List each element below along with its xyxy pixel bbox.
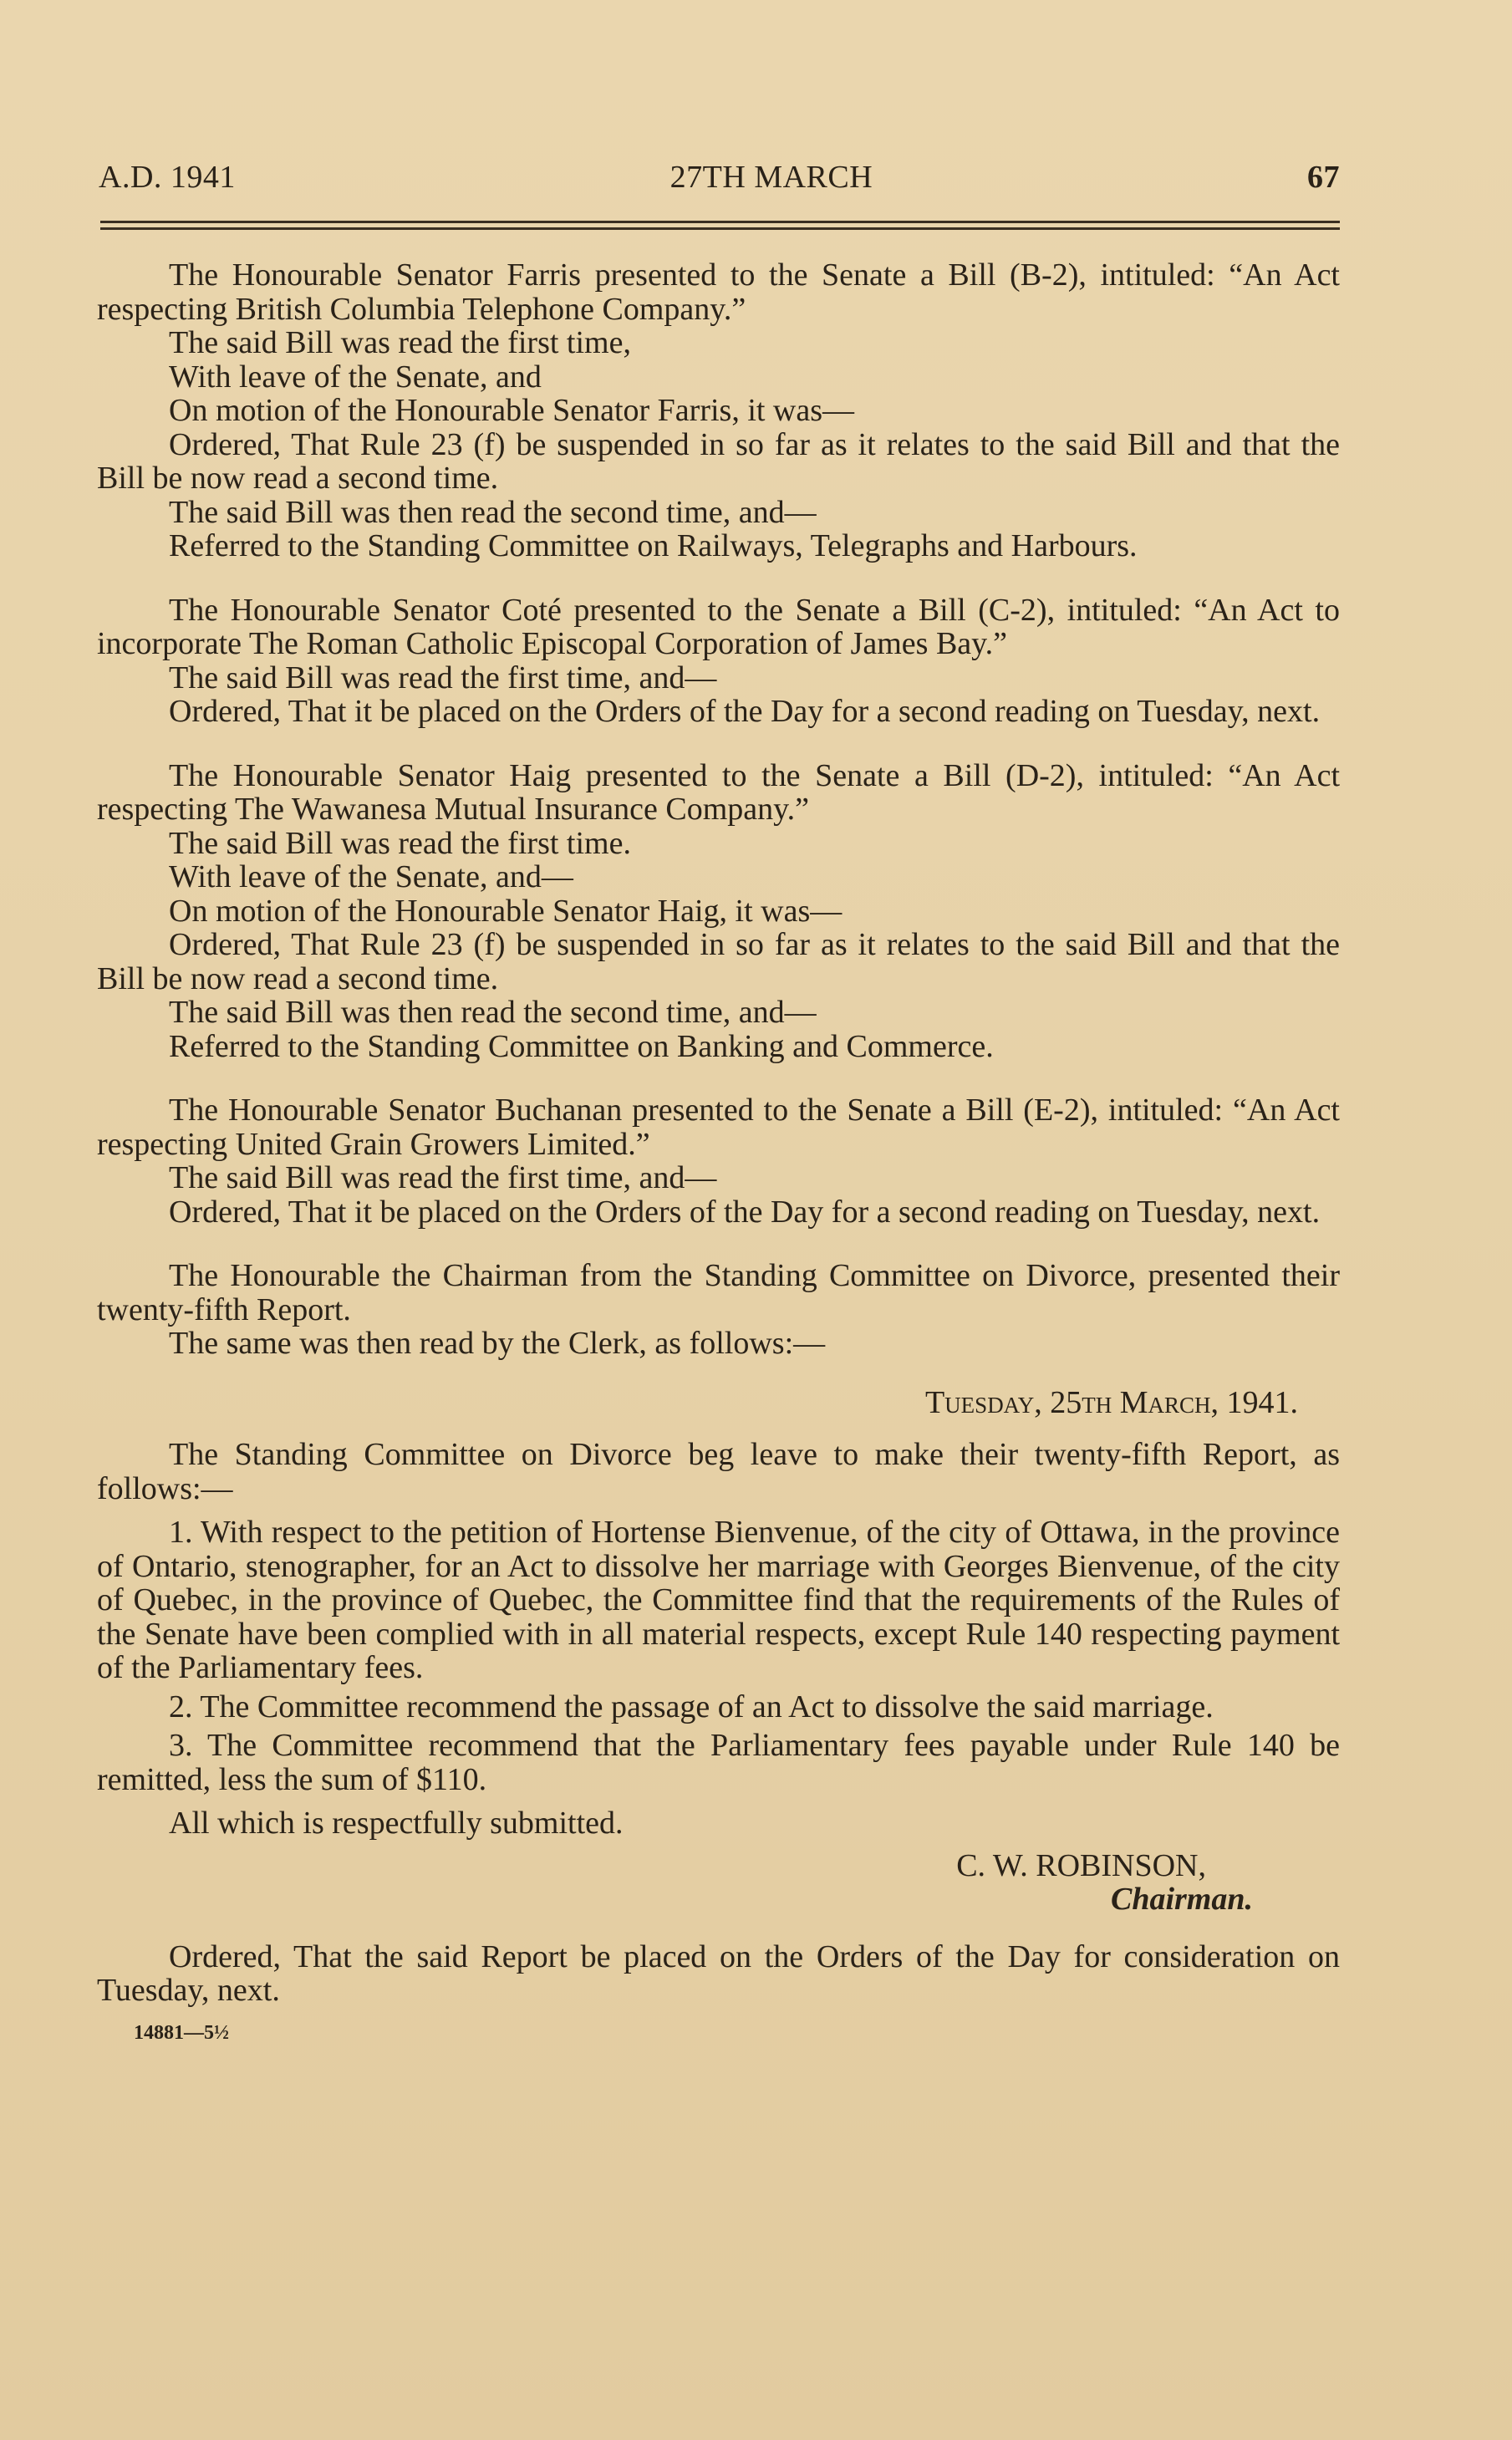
- bill-b2-motion: On motion of the Honourable Senator Farris, it was—: [169, 393, 855, 428]
- report-intro: The Standing Committee on Divorce beg leave to make their twenty-fifth Report, as follows:—: [97, 1437, 1340, 1506]
- bill-b2-referral: Referred to the Standing Committee on Railways, Telegraphs and Harbours.: [169, 528, 1138, 563]
- bill-e2-first-reading: The said Bill was read the first time, and—: [169, 1160, 717, 1195]
- bill-c2-order: Ordered, That it be placed on the Orders of the Day for a second reading on Tuesday, next.: [169, 694, 1321, 729]
- report-date: Tuesday, 25th March, 1941.: [924, 1384, 1298, 1420]
- report-item-3: 3. The Committee recommend that the Parliamentary fees payable under Rule 140 be remitted, less the sum of $110.: [97, 1728, 1340, 1797]
- bill-b2-order: Ordered, That Rule 23 (f) be suspended in so far as it relates to the said Bill and that the Bill be now read a second time.: [97, 426, 1340, 496]
- bill-e2-presentation: The Honourable Senator Buchanan presented to the Senate a Bill (E-2), intituled: “An Act respecting United Grain Growers Limited.”: [97, 1093, 1340, 1162]
- bill-d2-second-reading: The said Bill was then read the second time, and—: [169, 995, 817, 1030]
- report-item-2: 2. The Committee recommend the passage of an Act to dissolve the said marriage.: [169, 1689, 1214, 1724]
- report-reading: The same was then read by the Clerk, as follows:—: [169, 1326, 826, 1361]
- report-closing: All which is respectfully submitted.: [169, 1806, 624, 1841]
- report-order: Ordered, That the said Report be placed on the Orders of the Day for consideration on Tuesday, next.: [97, 1938, 1340, 2008]
- bill-d2-referral: Referred to the Standing Committee on Banking and Commerce.: [169, 1028, 994, 1064]
- bill-b2-presentation: The Honourable Senator Farris presented to the Senate a Bill (B-2), intituled: “An Act respecting British Columbia Telephone Company.”: [97, 257, 1340, 327]
- bill-d2-order: Ordered, That Rule 23 (f) be suspended in so far as it relates to the said Bill and that the Bill be now read a second time.: [97, 927, 1340, 996]
- report-signer-title: Chairman.: [1110, 1882, 1253, 1917]
- journal-body: [97, 258, 1340, 2050]
- bill-d2-motion: On motion of the Honourable Senator Haig, it was—: [169, 893, 843, 929]
- bill-c2-first-reading: The said Bill was read the first time, and—: [169, 660, 717, 695]
- report-presentation: The Honourable the Chairman from the Standing Committee on Divorce, presented their twenty-fifth Report.: [97, 1258, 1340, 1327]
- header-double-rule: [100, 221, 1340, 230]
- header-year: A.D. 1941: [99, 160, 236, 195]
- bill-d2-first-reading: The said Bill was read the first time.: [169, 825, 631, 861]
- bill-d2-leave: With leave of the Senate, and—: [169, 859, 573, 894]
- bill-b2-second-reading: The said Bill was then read the second time, and—: [169, 494, 817, 530]
- printer-code: 14881—5½: [134, 2021, 229, 2044]
- running-header: [97, 150, 1340, 196]
- report-item-1: 1. With respect to the petition of Hortense Bienvenue, of the city of Ottawa, in the province of Ontario, stenographer, for an Act to dissolve her marriage with Georges Bienvenue, of the city of Quebec, in the province of Quebec, the Committee find that the requirements of the Rules of the Senate have been complied with in all material respects, except Rule 140 respecting payment of the Parliamentary fees.: [97, 1515, 1340, 1685]
- bill-c2-presentation: The Honourable Senator Coté presented to the Senate a Bill (C-2), intituled: “An Act to incorporate The Roman Catholic Episcopal Corporation of James Bay.”: [97, 592, 1340, 661]
- page-number: 67: [1306, 160, 1340, 195]
- header-date: 27TH MARCH: [669, 160, 873, 195]
- bill-e2-order: Ordered, That it be placed on the Orders of the Day for a second reading on Tuesday, next.: [169, 1194, 1321, 1230]
- bill-b2-leave: With leave of the Senate, and: [169, 359, 542, 395]
- bill-d2-presentation: The Honourable Senator Haig presented to the Senate a Bill (D-2), intituled: “An Act respecting The Wawanesa Mutual Insurance Company.”: [97, 757, 1340, 827]
- bill-b2-first-reading: The said Bill was read the first time,: [169, 325, 631, 360]
- report-signer: C. W. ROBINSON,: [956, 1847, 1206, 1883]
